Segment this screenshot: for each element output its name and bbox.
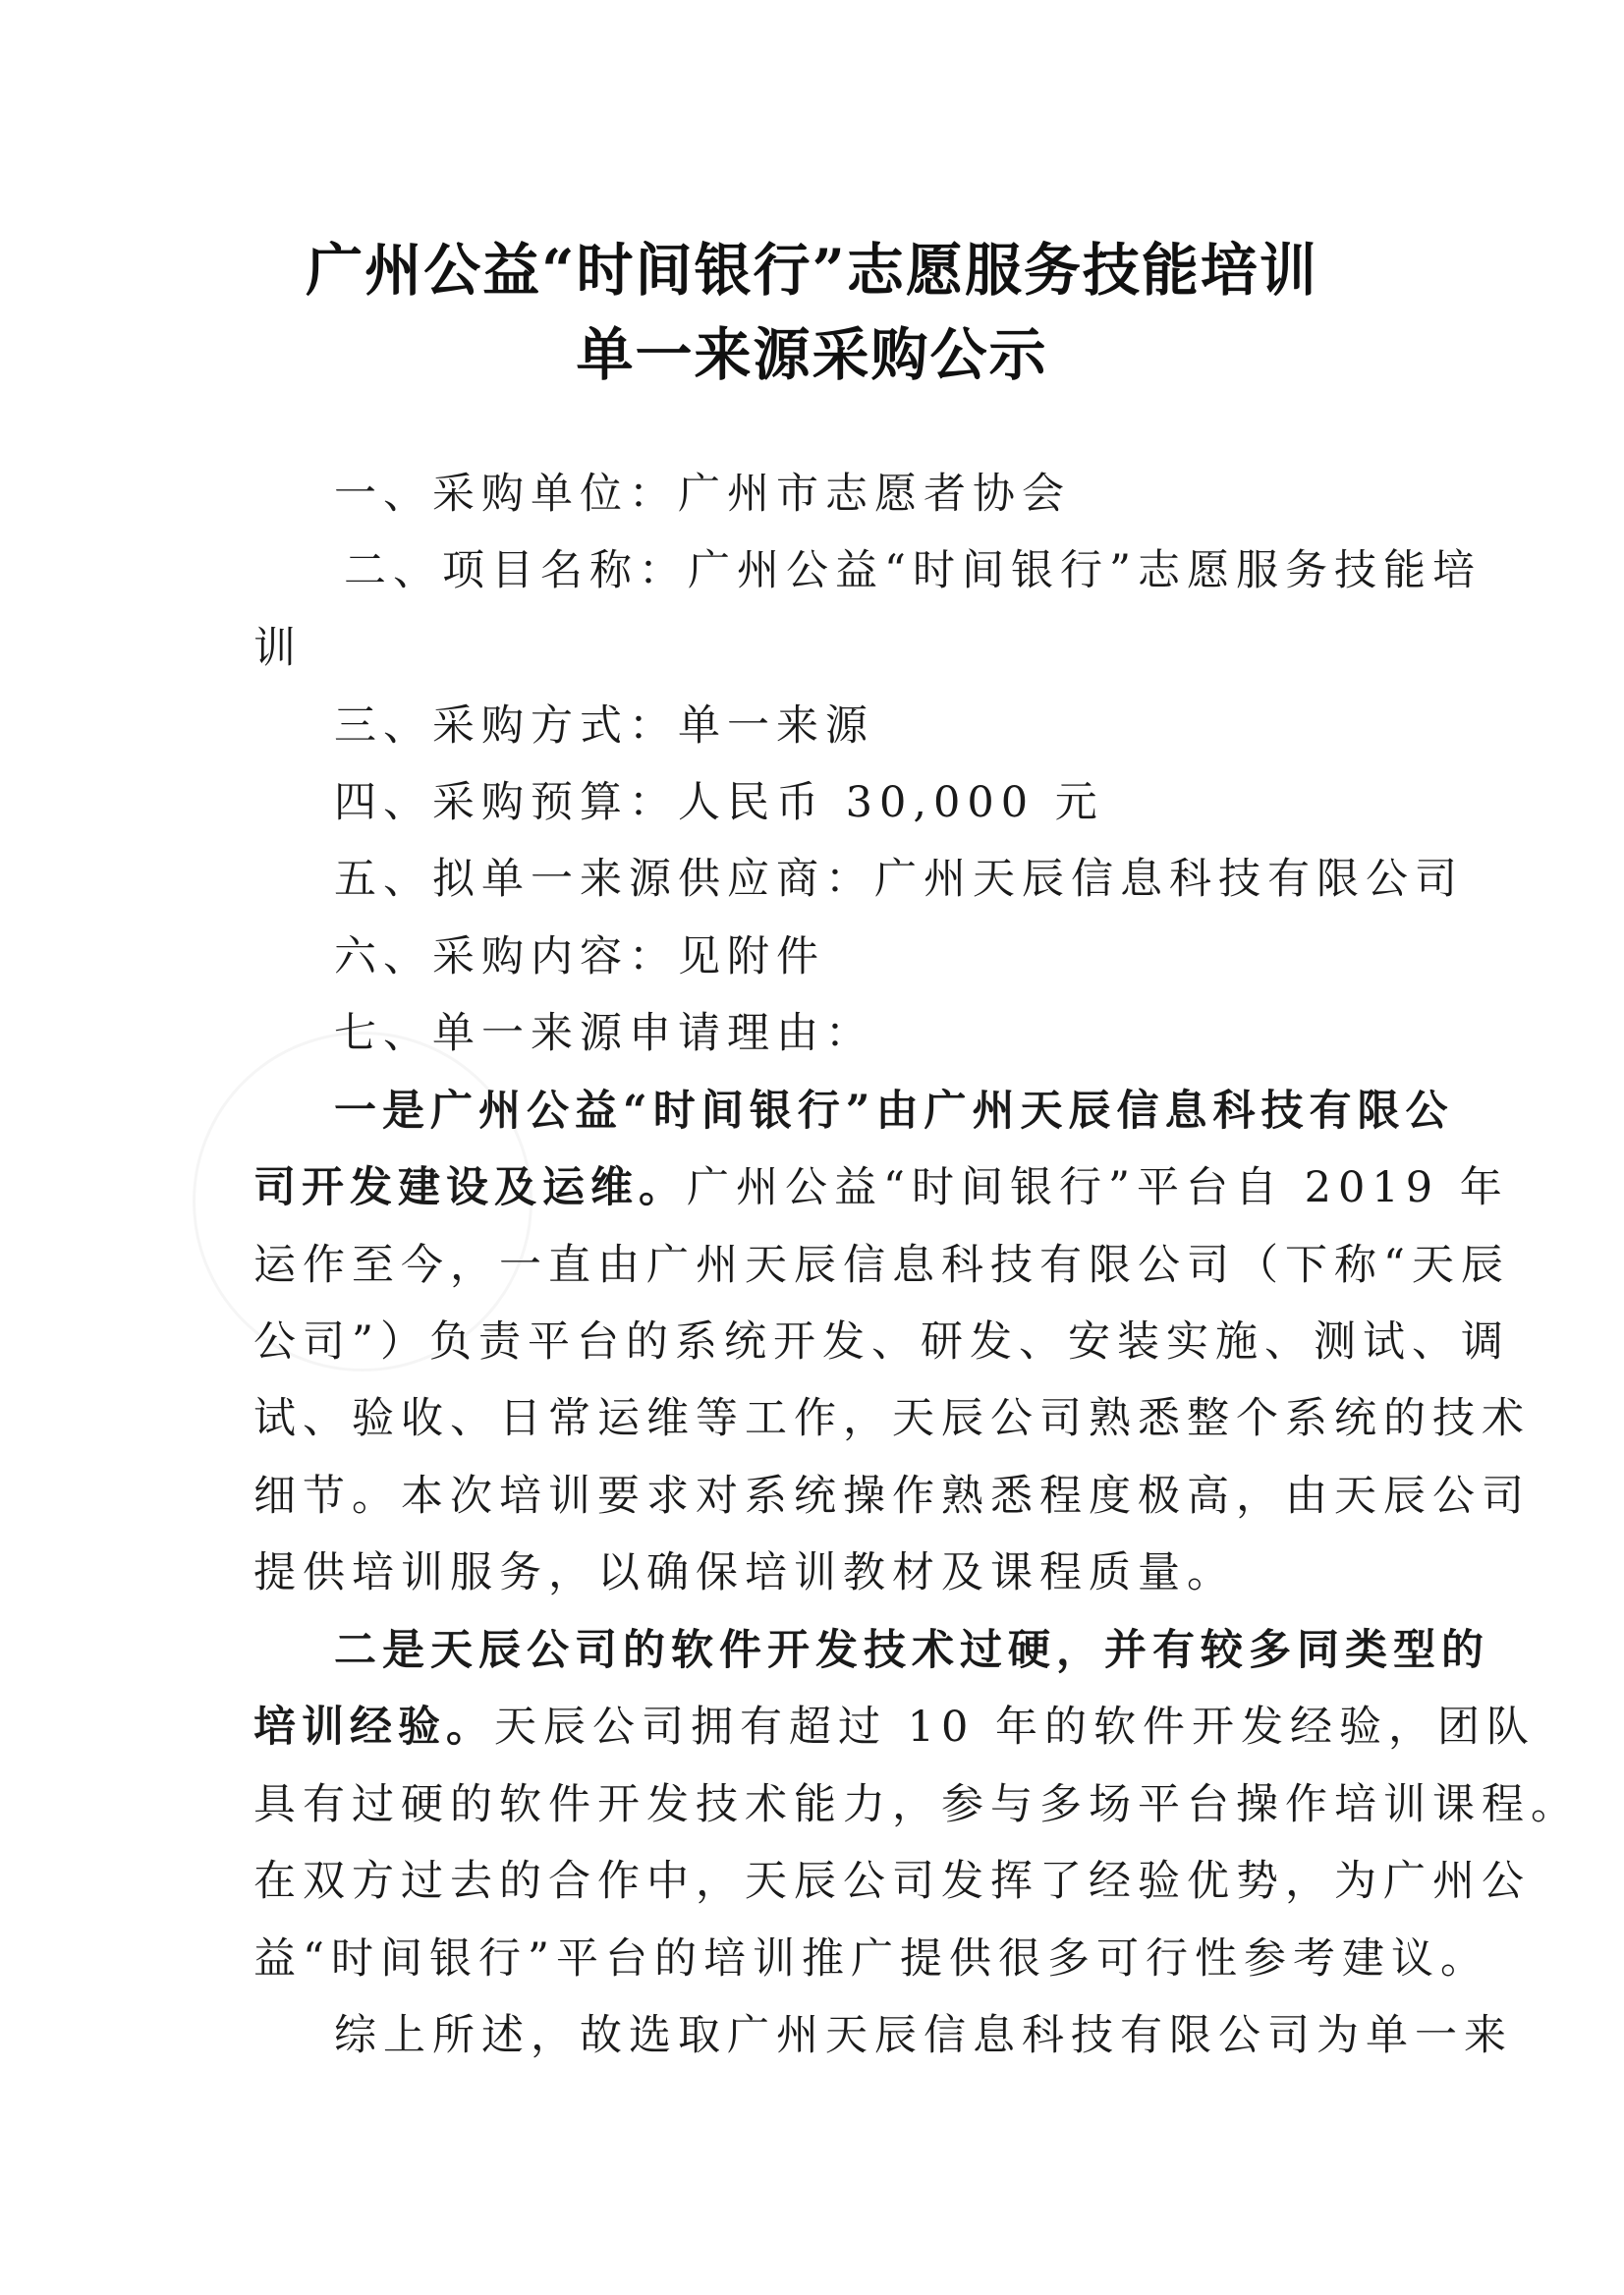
reason-1-line-2 bbox=[253, 1160, 1509, 1215]
reason-1-text: 广州公益“时间银行”平台自 2019 年 bbox=[687, 1163, 1509, 1212]
item-procurement-content: 六、采购内容：见附件 bbox=[334, 932, 825, 981]
reason-1-heading: 一是广州公益“时间银行”由广州天辰信息科技有限公 bbox=[334, 1087, 1454, 1136]
reason-1-line-4: 公司”）负责平台的系统开发、研发、安装实施、测试、调 bbox=[253, 1317, 1510, 1367]
item-reason-heading: 七、单一来源申请理由： bbox=[334, 1009, 874, 1058]
reason-2-line-2 bbox=[253, 1700, 1537, 1755]
conclusion-line: 综上所述，故选取广州天辰信息科技有限公司为单一来 bbox=[334, 2011, 1513, 2060]
reason-1-line-5: 试、验收、日常运维等工作，天辰公司熟悉整个系统的技术 bbox=[253, 1394, 1531, 1443]
reason-2-line-4: 在双方过去的合作中，天辰公司发挥了经验优势，为广州公 bbox=[253, 1857, 1531, 1906]
reason-2-line-5: 益“时间银行”平台的培训推广提供很多可行性参考建议。 bbox=[253, 1934, 1489, 1984]
reason-2-heading: 二是天辰公司的软件开发技术过硬，并有较多同类型的 bbox=[334, 1626, 1489, 1675]
document-title-line-2: 单一来源采购公示 bbox=[576, 321, 1048, 388]
reason-1-line-6: 细节。本次培训要求对系统操作熟悉程度极高，由天辰公司 bbox=[253, 1472, 1531, 1521]
reason-1-heading-end: 司开发建设及运维。 bbox=[253, 1163, 687, 1212]
reason-2-line-3: 具有过硬的软件开发技术能力，参与多场平台操作培训课程。 bbox=[253, 1780, 1580, 1829]
document-title-line-1: 广州公益“时间银行”志愿服务技能培训 bbox=[306, 237, 1318, 304]
reason-2-heading-end: 培训经验。 bbox=[253, 1703, 494, 1752]
reason-2-text: 天辰公司拥有超过 10 年的软件开发经验，团队 bbox=[494, 1703, 1537, 1752]
reason-1-line-3: 运作至今，一直由广州天辰信息科技有限公司（下称“天辰 bbox=[253, 1241, 1510, 1290]
item-procurement-budget: 四、采购预算：人民币 30,000 元 bbox=[334, 778, 1104, 827]
item-proposed-supplier: 五、拟单一来源供应商：广州天辰信息科技有限公司 bbox=[334, 855, 1464, 904]
item-project-name-continued: 训 bbox=[253, 624, 303, 673]
item-procurement-method: 三、采购方式：单一来源 bbox=[334, 701, 874, 751]
item-project-name: 二、项目名称：广州公益“时间银行”志愿服务技能培 bbox=[344, 546, 1482, 595]
reason-1-line-7: 提供培训服务，以确保培训教材及课程质量。 bbox=[253, 1548, 1236, 1597]
item-procurement-unit: 一、采购单位：广州市志愿者协会 bbox=[334, 470, 1071, 519]
